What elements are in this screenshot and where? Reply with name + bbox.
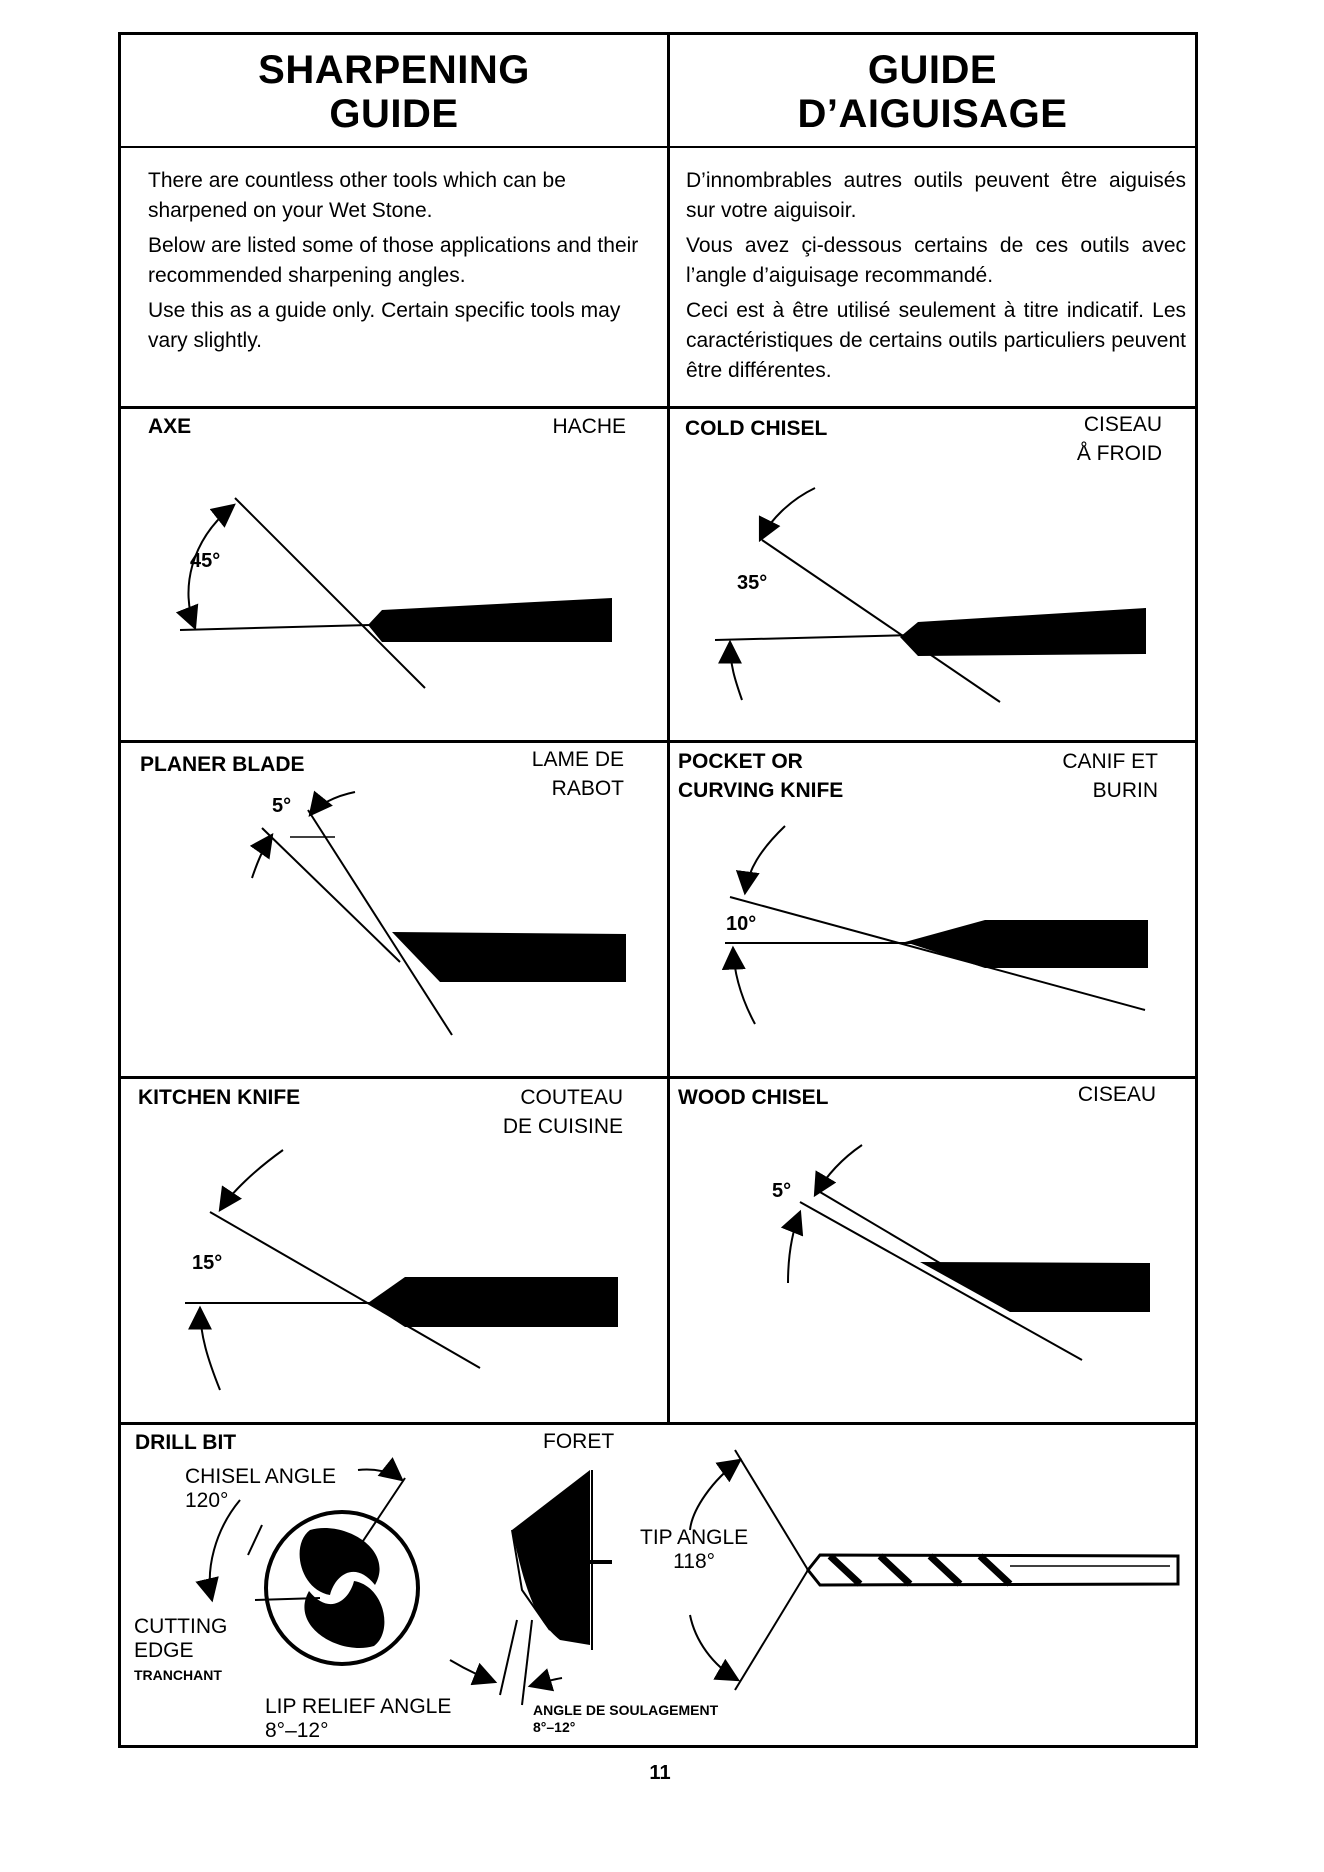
planer-bevel-line-1	[262, 828, 400, 962]
planer-bevel-line-2	[308, 810, 452, 1035]
chisel-angle-value: 120°	[185, 1489, 229, 1512]
drill-label-en: DRILL BIT	[135, 1431, 237, 1454]
chisel-angle-arc-right	[358, 1469, 402, 1480]
tip-angle-line-2	[735, 1570, 808, 1690]
french-intro-p2: Vous avez çi-dessous certains de ces outils avec l’angle d’aiguisage recommandé.	[686, 234, 1186, 287]
kitchen-blade	[368, 1277, 618, 1327]
tip-angle-arc-top	[690, 1460, 740, 1530]
page-number: 11	[649, 1762, 671, 1784]
tool-label-en: COLD CHISEL	[685, 417, 828, 440]
french-intro-p1: D’innombrables autres outils peuvent être aiguisés sur votre aiguisoir.	[686, 169, 1186, 222]
angle-label: 10°	[726, 913, 757, 935]
tool-label-fr-line2: BURIN	[1092, 779, 1158, 802]
cutting-edge-fr: TRANCHANT	[134, 1667, 222, 1683]
cold-chisel-base-line	[715, 635, 915, 640]
cold-chisel-arrow-bottom	[730, 642, 742, 700]
cold-chisel-diagram	[715, 488, 1146, 702]
planer-arrow-bottom	[252, 835, 272, 878]
cutting-edge-line1: CUTTING	[134, 1615, 228, 1638]
tool-label-fr-line2: RABOT	[551, 777, 624, 800]
axe-blade	[368, 598, 612, 642]
lip-relief-arrow-right	[530, 1678, 562, 1686]
pocket-arrow-top	[745, 826, 785, 893]
tool-label-fr-line1: HACHE	[552, 415, 626, 438]
axe-base-line	[180, 625, 370, 630]
pocket-knife-diagram	[725, 826, 1148, 1024]
planer-arrow-top	[310, 792, 355, 815]
cold-chisel-blade	[900, 608, 1146, 656]
lip-relief-label	[265, 1695, 451, 1743]
english-title-line2: GUIDE	[329, 92, 459, 136]
tool-label-fr-line1: LAME DE	[531, 748, 624, 771]
axe-diagram	[180, 498, 612, 688]
drill-label-fr: FORET	[543, 1430, 615, 1453]
angle-label: 45°	[190, 550, 221, 572]
lip-relief-fr-label	[533, 1702, 718, 1736]
lip-relief-fr-value: 8°–12°	[533, 1719, 576, 1735]
lip-relief-value: 8°–12°	[265, 1719, 329, 1742]
french-title-line1: GUIDE	[867, 48, 998, 92]
english-intro-p1: There are countless other tools which can be sharpened on your Wet Stone.	[148, 169, 566, 222]
drill-bit-diagram	[210, 1450, 1178, 1705]
tip-angle-value: 118°	[673, 1550, 716, 1573]
angle-label: 35°	[737, 572, 768, 594]
lip-relief-text: LIP RELIEF ANGLE	[265, 1695, 452, 1718]
pocket-blade	[905, 920, 1148, 968]
tool-label-fr-line1: COUTEAU	[520, 1086, 623, 1109]
axe-angle-arc	[188, 505, 234, 628]
english-intro-p2: Below are listed some of those applications and their recommended sharpening angles.	[148, 234, 639, 287]
lip-relief-fr-text: ANGLE DE SOULAGEMENT	[533, 1702, 719, 1718]
lip-relief-arrow-left	[450, 1660, 495, 1682]
french-title-line2: D’AIGUISAGE	[797, 92, 1068, 136]
tool-label-en: PLANER BLADE	[140, 753, 305, 776]
tool-label-fr-line1: CISEAU	[1083, 413, 1162, 436]
wood-chisel-blade	[920, 1262, 1150, 1312]
chisel-angle-text: CHISEL ANGLE	[185, 1465, 336, 1488]
tool-label-en-line1: POCKET OR	[678, 750, 803, 773]
drill-tip-side	[512, 1470, 590, 1645]
kitchen-arrow-bottom	[200, 1308, 220, 1390]
chisel-angle-arc-left	[210, 1500, 240, 1600]
wood-chisel-arrow-bottom	[788, 1212, 800, 1283]
french-intro-p3: Ceci est à être utilisé seulement à titre indicatif. Les caractéristiques de certains outils particuliers peuvent être différentes.	[686, 299, 1186, 382]
tip-angle-arc-bottom	[690, 1615, 738, 1680]
lip-relief-line-2	[522, 1620, 532, 1705]
angle-label: 5°	[772, 1180, 792, 1202]
tool-label-fr-line1: CANIF ET	[1062, 750, 1158, 773]
kitchen-arrow-top	[220, 1150, 283, 1210]
tool-label-en-line2: CURVING KNIFE	[678, 779, 844, 802]
lip-relief-line-1	[500, 1620, 517, 1695]
chisel-angle-label	[185, 1465, 336, 1513]
cold-chisel-arrow-top	[760, 488, 815, 540]
tool-label-fr-line2: DE CUISINE	[502, 1115, 623, 1138]
tool-label-fr-line2: Å FROID	[1076, 442, 1162, 465]
tool-label-en: AXE	[148, 415, 192, 438]
wood-chisel-diagram	[788, 1145, 1150, 1360]
chisel-angle-leader	[248, 1525, 262, 1555]
wood-chisel-arrow-top	[815, 1145, 862, 1195]
pocket-arrow-bottom	[733, 948, 755, 1024]
cutting-edge-line2: EDGE	[134, 1639, 194, 1662]
angle-label: 15°	[192, 1252, 223, 1274]
tip-angle-label	[640, 1526, 748, 1574]
kitchen-knife-diagram	[185, 1150, 618, 1390]
tool-label-en: WOOD CHISEL	[678, 1086, 829, 1109]
planer-blade-diagram	[252, 792, 626, 1035]
tool-label-en: KITCHEN KNIFE	[138, 1086, 301, 1109]
axe-bevel-line	[235, 498, 425, 688]
english-title-line1: SHARPENING	[258, 48, 530, 92]
tool-label-fr-line1: CISEAU	[1077, 1083, 1156, 1106]
tip-angle-text: TIP ANGLE	[640, 1526, 749, 1549]
cutting-edge-label	[134, 1615, 227, 1687]
english-intro-p3: Use this as a guide only. Certain specific tools may vary slightly.	[148, 299, 621, 352]
angle-label: 5°	[272, 795, 292, 817]
planer-blade	[392, 932, 626, 982]
